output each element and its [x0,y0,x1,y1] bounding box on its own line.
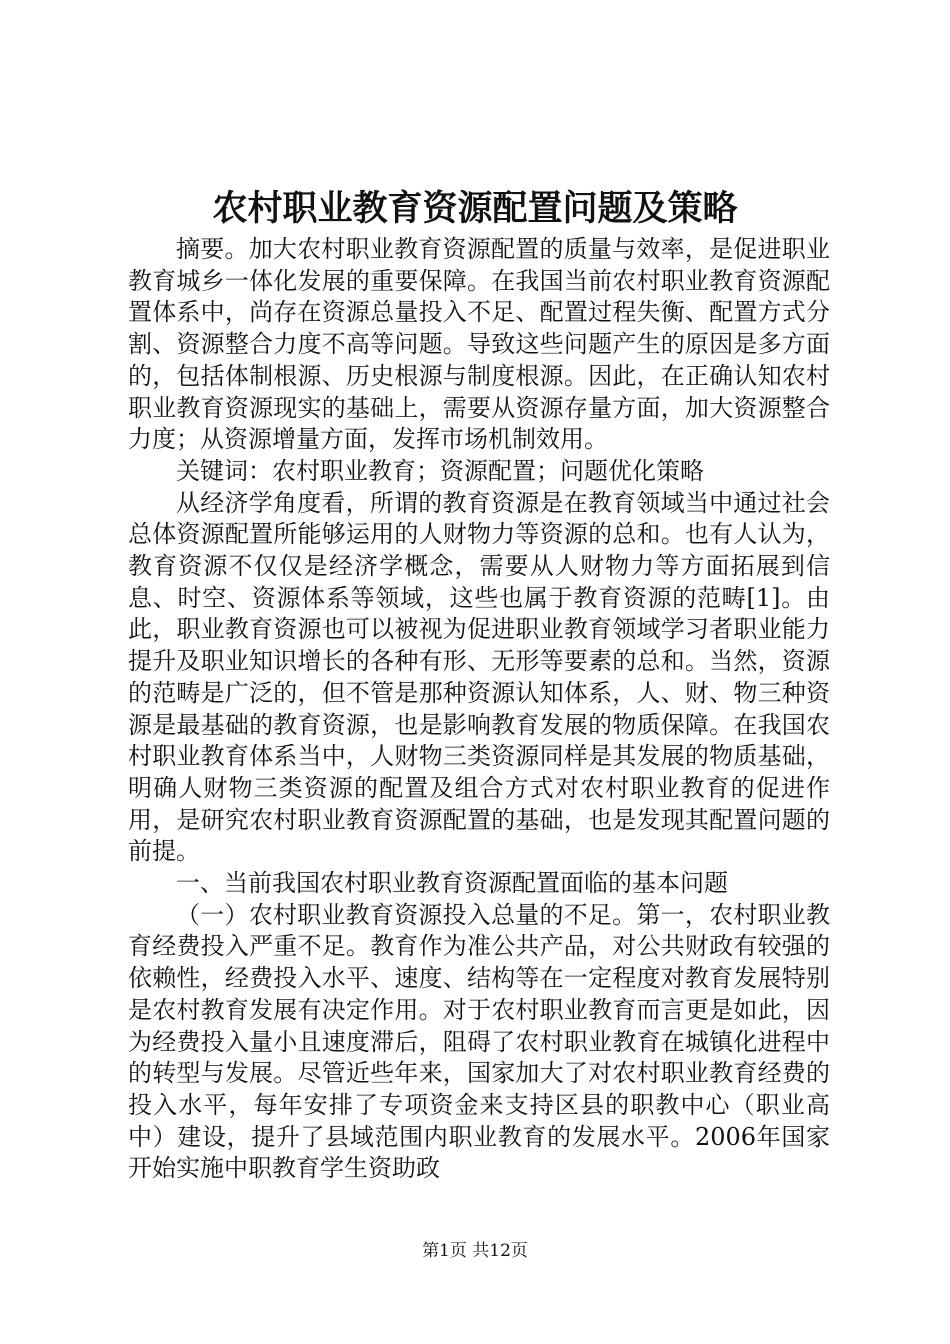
keywords-paragraph: 关键词：农村职业教育；资源配置；问题优化策略 [176,456,704,485]
document-title: 农村职业教育资源配置问题及策略 [212,188,738,229]
section-heading: 一、当前我国农村职业教育资源配置面临的基本问题 [176,869,728,898]
abstract-paragraph: 摘要。加大农村职业教育资源配置的质量与效率，是促进职业教育城乡一体化发展的重要保障。在我国当前农村职业教育资源配置体系中，尚存在资源总量投入不足、配置过程失衡、配置方式分割、资源整合力度不高等问题。导致这些问题产生的原因是多方面的，包括体制根源、历史根源与制度根源。因此，在正确认知农村职业教育资源现实的基础上，需要从资源存量方面，加大资源整合力度；从资源增量方面，发挥市场机制效用。 [128,235,830,454]
document-body [128,234,830,1185]
body-paragraph: 从经济学角度看，所谓的教育资源是在教育领域当中通过社会总体资源配置所能够运用的人财物力等资源的总和。也有人认为，教育资源不仅仅是经济学概念，需要从人财物力等方面拓展到信息、时空、资源体系等领域，这些也属于教育资源的范畴[1]。由此，职业教育资源也可以被视为促进职业教育领域学习者职业能力提升及职业知识增长的各种有形、无形等要素的总和。当然，资源的范畴是广泛的，但不管是那种资源认知体系，人、财、物三种资源是最基础的教育资源，也是影响教育发展的物质保障。在我国农村职业教育体系当中，人财物三类资源同样是其发展的物质基础，明确人财物三类资源的配置及组合方式对农村职业教育的促进作用，是研究农村职业教育资源配置的基础，也是发现其配置问题的前提。 [128,488,830,866]
body-paragraph: （一）农村职业教育资源投入总量的不足。第一，农村职业教育经费投入严重不足。教育作为准公共产品，对公共财政有较强的依赖性，经费投入水平、速度、结构等在一定程度对教育发展特别是农村教育发展有决定作用。对于农村职业教育而言更是如此，因为经费投入量小且速度滞后，阻碍了农村职业教育在城镇化进程中的转型与发展。尽管近些年来，国家加大了对农村职业教育经费的投入水平，每年安排了专项资金来支持区县的职教中心（职业高中）建设，提升了县域范围内职业教育的发展水平。2006年国家开始实施中职教育学生资助政 [128,900,830,1183]
page-number-footer: 第1页 共12页 [422,1241,528,1261]
